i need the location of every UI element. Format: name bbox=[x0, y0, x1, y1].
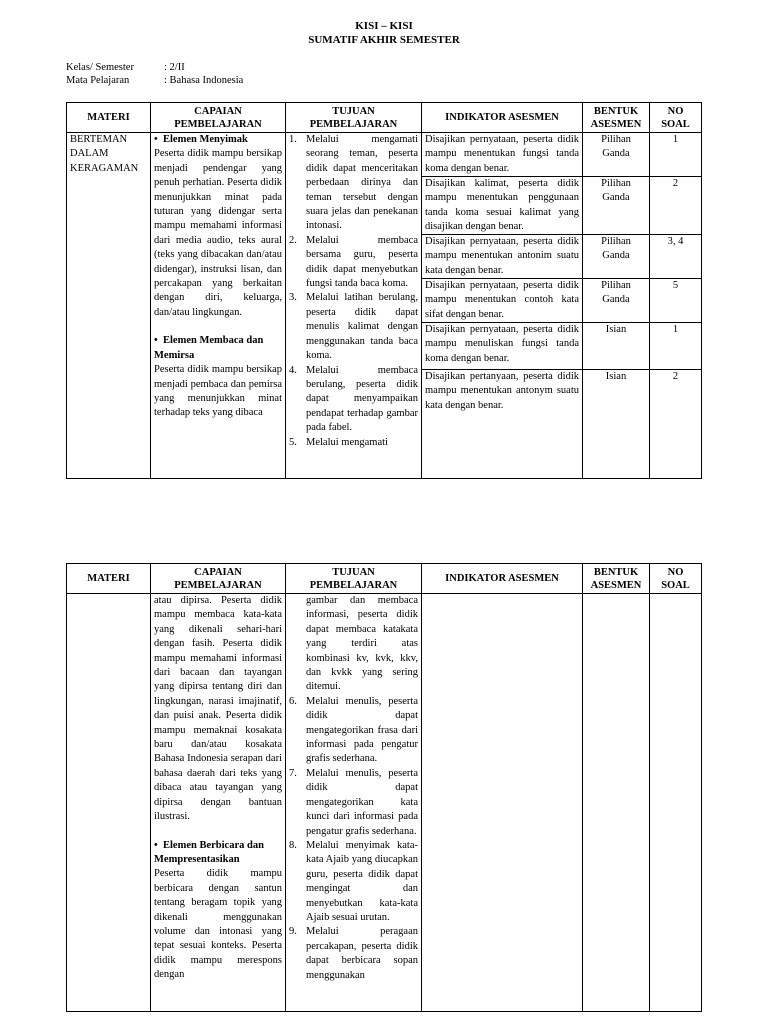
mapel-value: : Bahasa Indonesia bbox=[164, 75, 244, 86]
tujuan-item: 4. Melalui membaca berulang, peserta didik dapat menyampaikan pendapat terhadap gambar pada fabel. bbox=[289, 364, 418, 434]
tujuan-continued: gambar dan membaca informasi, peserta didik dapat membaca katakata yang terdiri atas kombinasi kv, kvk, kkv, dan kvkk yang sering ditemui. bbox=[306, 595, 418, 693]
no-soal-item: 2 bbox=[650, 177, 701, 235]
bentuk-item: Pilihan Ganda bbox=[583, 177, 649, 235]
document-subtitle: SUMATIF AKHIR SEMESTER bbox=[308, 34, 460, 46]
tujuan-item: 5. Melalui mengamati bbox=[289, 436, 388, 448]
bullet-icon: • bbox=[154, 839, 158, 851]
elemen-membaca-heading: • Elemen Membaca dan Memirsa bbox=[154, 335, 264, 361]
no-soal-item: 1 bbox=[650, 323, 701, 370]
header-materi: MATERI bbox=[67, 103, 151, 133]
header-no: NO SOAL bbox=[650, 103, 702, 133]
indikator-item: Disajikan pertanyaan, peserta didik mampu menentukan antonym suatu kata dengan benar. bbox=[425, 371, 579, 411]
header-capaian: CAPAIAN PEMBELAJARAN bbox=[151, 103, 286, 133]
table-row bbox=[67, 594, 702, 1012]
bentuk-item: Isian bbox=[583, 323, 649, 370]
header-indikator: INDIKATOR ASESMEN bbox=[422, 103, 583, 133]
indikator-item: Disajikan pernyataan, peserta didik mampu menentukan contoh kata sifat dengan benar. bbox=[422, 279, 582, 323]
tujuan-item: 7. Melalui menulis, peserta didik dapat mengategorikan kata kunci dari informasi pada pengatur grafis sederhana. bbox=[289, 767, 418, 837]
elemen-membaca-text: Peserta didik mampu bersikap menjadi pembaca dan pemirsa yang menunjukkan minat terhadap teks yang dibaca bbox=[154, 364, 282, 419]
elemen-berbicara-text: Peserta didik mampu berbicara dengan santun tentang beragam topik yang dikenali menggunakan volume dan intonasi yang tepat sesuai konteks. Peserta didik mampu merespons dengan bbox=[154, 868, 282, 981]
table-header-row bbox=[67, 564, 702, 594]
materi-cell bbox=[67, 594, 151, 1012]
table-row bbox=[67, 133, 702, 479]
indikator-cell bbox=[422, 594, 583, 1012]
indikator-cell bbox=[422, 133, 583, 479]
header-no: NO SOAL bbox=[650, 564, 702, 594]
materi-cell: BERTEMAN DALAM KERAGAMAN bbox=[67, 133, 151, 479]
tujuan-item: 3. Melalui latihan berulang, peserta didik dapat menulis kalimat dengan menggunakan tanda baca koma. bbox=[289, 292, 418, 362]
tujuan-cell bbox=[286, 594, 422, 1012]
bentuk-item: Pilihan Ganda bbox=[583, 133, 649, 177]
bentuk-cell bbox=[583, 133, 650, 479]
no-soal-cell bbox=[650, 133, 702, 479]
bullet-icon: • bbox=[154, 134, 158, 145]
header-materi: MATERI bbox=[67, 564, 151, 594]
header-tujuan: TUJUAN PEMBELAJARAN bbox=[286, 564, 422, 594]
bentuk-item: Pilihan Ganda bbox=[583, 235, 649, 279]
elemen-menyimak-heading: • Elemen Menyimak bbox=[154, 133, 282, 147]
capaian-cell bbox=[151, 133, 286, 479]
indikator-item: Disajikan pernyataan, peserta didik mampu menentukan antonim suatu kata dengan benar. bbox=[422, 235, 582, 279]
bentuk-item: Isian bbox=[605, 371, 627, 382]
capaian-continued-text: atau dipirsa. Peserta didik mampu membaca kata-kata yang dikenali sehari-hari dengan fasih. Peserta didik mampu memahami informasi dari bacaan dan tayangan yang dipirsa tentang diri dan lingkungan, narasi imajinatif, dan puisi anak. Peserta didik mampu memaknai kosakata baru dan/atau kosakata Bahasa Indonesia serapan dari bahasa daerah dari teks yang dibaca atau tayangan yang dipirsa dengan bantuan ilustrasi. bbox=[154, 595, 282, 823]
header-bentuk: BENTUK ASESMEN bbox=[583, 564, 650, 594]
capaian-cell bbox=[151, 594, 286, 1012]
tujuan-item: 9. Melalui peragaan percakapan, peserta didik dapat berbicara sopan menggunakan bbox=[289, 926, 418, 981]
bentuk-item: Pilihan Ganda bbox=[583, 279, 649, 323]
kisi-table-2 bbox=[66, 563, 702, 1012]
no-soal-item: 1 bbox=[650, 133, 701, 177]
tujuan-item: 8. Melalui menyimak kata-kata Ajaib yang diucapkan guru, peserta didik dapat mengingat dan menyebutkan kata-kata Ajaib sesuai urutan. bbox=[289, 839, 418, 923]
kelas-label: Kelas/ Semester bbox=[66, 62, 134, 73]
kelas-value: : 2/II bbox=[164, 62, 185, 73]
tujuan-cell bbox=[286, 133, 422, 479]
bullet-icon: • bbox=[154, 335, 158, 347]
table-header-row bbox=[67, 103, 702, 133]
elemen-menyimak-text: Peserta didik mampu bersikap menjadi pendengar yang penuh perhatian. Peserta didik menunjukkan minat pada tuturan yang didengar serta mampu memahami informasi dari media audio, teks aural (teks yang dibacakan dan/atau didengar), instruksi lisan, dan percakapan yang berkaitan dengan diri, keluarga, dan/atau lingkungan. bbox=[154, 148, 282, 318]
no-soal-cell bbox=[650, 594, 702, 1012]
tujuan-item: 6. Melalui menulis, peserta didik dapat mengategorikan frasa dari informasi pada pengatur grafis sederhana. bbox=[289, 695, 418, 765]
meta-kelas bbox=[66, 61, 185, 75]
header-capaian: CAPAIAN PEMBELAJARAN bbox=[151, 564, 286, 594]
mapel-label: Mata Pelajaran bbox=[66, 75, 130, 86]
header-tujuan: TUJUAN PEMBELAJARAN bbox=[286, 103, 422, 133]
document-title: KISI – KISI bbox=[355, 20, 413, 32]
meta-mapel bbox=[66, 74, 243, 88]
indikator-item: Disajikan pernyataan, peserta didik mampu menentukan fungsi tanda koma dengan benar. bbox=[422, 133, 582, 177]
kisi-table-1 bbox=[66, 102, 702, 479]
indikator-item: Disajikan kalimat, peserta didik mampu menentukan penggunaan tanda koma sesuai kalimat yang disajikan dengan benar. bbox=[422, 177, 582, 235]
no-soal-item: 3, 4 bbox=[650, 235, 701, 279]
header-bentuk: BENTUK ASESMEN bbox=[583, 103, 650, 133]
tujuan-item: 1. Melalui mengamati seorang teman, peserta didik dapat menceritakan perbedaan dirinya dan teman tersebut dengan suara jelas dan penekanan intonasi. bbox=[289, 134, 418, 232]
elemen-berbicara-heading: • Elemen Berbicara dan Mempresentasikan bbox=[154, 839, 264, 865]
indikator-item: Disajikan pernyataan, peserta didik mampu menuliskan fungsi tanda koma dengan benar. bbox=[422, 323, 582, 370]
no-soal-item: 2 bbox=[672, 371, 679, 382]
bentuk-cell bbox=[583, 594, 650, 1012]
tujuan-item: 2. Melalui membaca bersama guru, peserta didik dapat menyebutkan fungsi tanda baca koma. bbox=[289, 234, 418, 290]
header-indikator: INDIKATOR ASESMEN bbox=[422, 564, 583, 594]
no-soal-item: 5 bbox=[650, 279, 701, 323]
